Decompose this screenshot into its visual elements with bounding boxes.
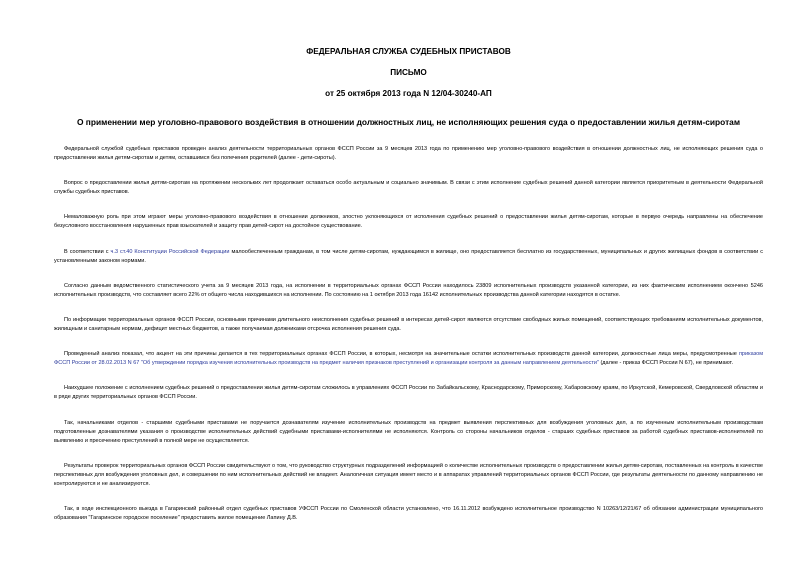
paragraph-6: По информации территориальных органов ФССП России, основными причинами длительного неисполнения судебных решений в интересах детей-сирот являются отсутствие свободных жилых помещений, соответствующих требованиям исполнительных документов, жилищным и санитарным нормам, дефицит местных бюджетов, а также получаемая должниками отсрочка исполнения решения суда. (54, 316, 763, 333)
paragraph-4-text-b: малообеспеченным гражданам, в том числе детям-сиротам, нуждающимся в жилище, оно предоставляется бесплатно из государственных, муниципальных и других жилищных фондов в соответствии с установленными законом нормами. (54, 248, 763, 264)
paragraph-4 (54, 248, 763, 266)
paragraph-3: Немаловажную роль при этом играют меры уголовно-правового воздействия в отношении должников, злостно уклоняющихся от исполнения судебных решений о предоставлении жилья детям-сиротам, которые в первую очередь направлены на обеспечение безусловного восстановления нарушенных прав взыскателей и защиту прав детей-сирот на достойное существование. (54, 214, 763, 230)
document-type: ПИСЬМО (390, 68, 427, 77)
paragraph-9: Так, начальниками отделов - старшими судебными приставами не поручается дознавателям изучение исполнительных производств на предмет выявления перспективных для возбуждения уголовных дел, а по изученным исполнительным производствам подготовленные дознавателями указания о производстве исполнительных действий судебными приставами-исполнителями не исполняются. Контроль со стороны начальников отделов - старших судебных приставов за работой судебных приставов-исполнителей по выявлению и пресечению преступлений в полной мере не осуществляется. (54, 419, 763, 444)
constitution-link[interactable]: ч.3 ст.40 Конституции Российской Федерации (110, 248, 230, 255)
paragraph-11: Так, в ходе инспекционного выезда в Гагаринский районный отдел судебных приставов УФССП России по Смоленской области установлено, что 16.11.2012 возбуждено исполнительное производство N 10263/12/21/67 об обязании администрации муниципального образования "Гагаринское городское поселение" предоставить жилое помещение Лапину Д.В. (54, 506, 763, 522)
paragraph-7-text-a: Проведенный анализ показал, что акцент на эти причины делается в тех территориальных органах ФССП России, в которых, несмотря на значительные остатки исполнительных производств данной категории, должностные лица меры, предусмотренные (64, 351, 739, 358)
paragraph-1: Федеральной службой судебных приставов проведен анализ деятельности территориальных органов ФССП России за 9 месяцев 2013 года по применению мер уголовно-правового воздействия в отношении должностных лиц, не исполняющих решения суда о предоставлении жилья детям-сиротам и детям, оставшимся без попечения родителей (далее - дети-сироты). (54, 146, 763, 162)
organization-title: ФЕДЕРАЛЬНАЯ СЛУЖБА СУДЕБНЫХ ПРИСТАВОВ (306, 47, 511, 56)
paragraph-10: Результаты проверок территориальных органов ФССП России свидетельствуют о том, что руководство структурных подразделений информацией о количестве исполнительных производств о предоставлении жилья детям-сиротам, поставленных на контроль в качестве перспективных для возбуждения уголовных дел, и совершении по ним исполнительных действий не владеет. Аналогичная ситуация имеет место и в аппаратах управлений территориальных органов ФССП России, где результаты деятельности по данному направлению не контролируются и не анализируются. (54, 462, 763, 487)
paragraph-5: Согласно данным ведомственного статистического учета за 9 месяцев 2013 года, на исполнении в территориальных органах ФССП России находилось 23809 исполнительных производств указанной категории, из них фактическим исполнением окончено 5246 исполнительных производств, что составляет всего 22% от общего числа находившихся на исполнении. По состоянию на 1 октября 2013 года 16142 исполнительных производства данной категории находятся в остатке. (54, 282, 763, 298)
document-subject: О применении мер уголовно-правового воздействия в отношении должностных лиц, не исполняющих решения суда о предоставлении жилья детям-сиротам (76, 117, 741, 127)
paragraph-2: Вопрос о предоставлении жилья детям-сиротам на протяжении нескольких лет продолжает оставаться особо актуальным и социально значимым. В связи с этим исполнение судебных решений данной категории является приоритетным в деятельности Федеральной службы судебных приставов. (54, 180, 763, 196)
document-date-number: от 25 октября 2013 года N 12/04-30240-АП (325, 89, 492, 98)
paragraph-7-text-b: (далее - приказ ФССП России N 67), не принимают. (598, 360, 733, 367)
order-67-link[interactable]: приказом ФССП России от 28.02.2013 N 67 "Об утверждении порядка изучения исполнительных производств на предмет наличия признаков преступлений и организации контроля за данным направлением деятельности" (54, 351, 763, 367)
paragraph-4-text-a: В соответствии с (64, 248, 111, 255)
paragraph-7 (54, 350, 763, 368)
document-body (54, 145, 763, 523)
paragraph-8: Наихудшее положение с исполнением судебных решений о предоставлении жилья детям-сиротам сложилось в управлениях ФССП России по Забайкальскому, Краснодарскому, Приморскому, Хабаровскому краям, по Иркутской, Кемеровской, Свердловской областям и в ряде других территориальных органов ФССП России. (54, 385, 763, 401)
